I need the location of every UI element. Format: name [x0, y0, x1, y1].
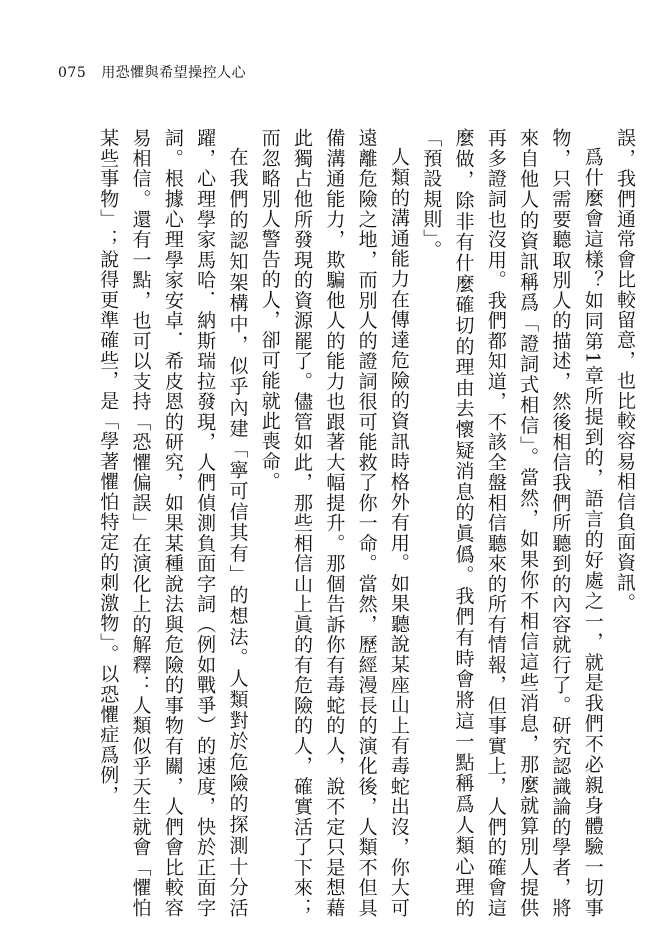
paragraph-1: 誤，我們通常會比較留意，也比較容易相信負面資訊。 [614, 128, 636, 613]
page-number: 075 [58, 65, 87, 81]
vertical-body-text [41, 128, 641, 918]
paragraph-4: 在我們的認知架構中，似乎內建「寧可信其有」的想法。人類對於危險的探測十分活躍，心理學家馬哈．納斯瑞拉發現，人們偵測負面字詞（例如戰爭）的速度，快於正面字詞。根據心理學家安卓．希皮恩的研究，如果某種說法與危險的事物有關，人們會比較容易相信。還有一點，也可以支持「恐懼偏誤」在演化上的解釋：人類似乎天生就會「懼怕某些事物」；說得更準確些，是「學著懼怕特定的刺激物」。以恐懼症爲例， [97, 128, 249, 918]
running-title: 用恐懼與希望操控人心 [101, 65, 247, 81]
paragraph-2: 爲什麼會這樣？如同第1章所提到的，語言的好處之一，就是我們不必親身體驗一切事物，只需要聽取別人的描述，然後相信我們所聽到的內容就行了。研究認識論的學者，將來自他人的資訊稱爲「證詞式相信」。當然，如果你不相信這些消息，那麼就算別人提供再多證詞也沒用。我們都知道，不該全盤相信聽來的所有情報，但事實上，人們的確會這麼做，除非有什麼確切的理由去懷疑消息的眞僞。我們有時會將這一點稱爲人類心理的「預設規則」。 [420, 128, 604, 918]
paragraph-3: 人類的溝通能力在傳達危險的資訊時格外有用。如果聽說某座山上有毒蛇出沒，你大可遠離危險之地，而別人的證詞很可能救了你一命。當然，歷經漫長的演化後，人類不但具備溝通能力，欺騙他人的能力也跟著大幅提升。那個告訴你有毒蛇的人，說不定只是想藉此獨占他所發現的資源罷了。儘管如此，那些相信山上眞的有危險的人，確實活了下來；而忽略別人警告的人，卻可能就此喪命。 [258, 128, 410, 918]
running-header [58, 62, 246, 82]
